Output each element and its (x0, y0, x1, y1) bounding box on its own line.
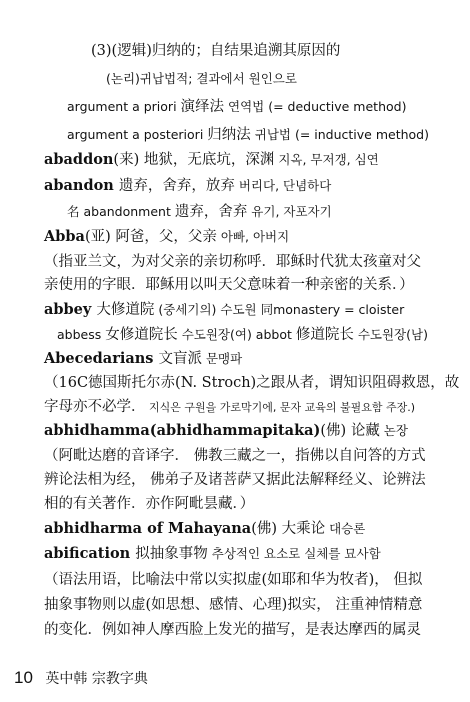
entry-text: 字母亦不必学． (44, 399, 146, 415)
entry-text: 拟抽象事物 (135, 546, 208, 562)
entry-line (57, 326, 428, 344)
book-title: 英中韩 宗教字典 (45, 671, 148, 687)
entry-text: 辨论法相为经， 佛弟子及诸菩萨又据此法解释经义、论辨法 (44, 472, 426, 488)
entry-line (44, 276, 414, 294)
entry-line (44, 253, 421, 271)
entry-text: 大修道院 (96, 302, 155, 318)
entry-text: 지옥, 무저갱, 심연 (274, 152, 379, 167)
entry-text: （语法用语，比喻法中常以实拟虚(如耶和华为牧者)， 但拟 (44, 572, 423, 588)
entry-line (44, 177, 331, 195)
entry-text: (佛) 论藏 (320, 423, 380, 439)
entry-line (44, 228, 289, 246)
entry-text: abbess (57, 327, 106, 342)
entry-text: 연역법 (= deductive method) (224, 99, 407, 114)
entry-text: 추상적인 요소로 실체를 묘사함 (207, 546, 381, 561)
entry-line (106, 70, 297, 88)
entry-line (44, 350, 242, 368)
entry-text: 문맹파 (202, 351, 243, 366)
entry-text: abbey (44, 301, 97, 318)
entry-text: 归纳法 (207, 127, 251, 143)
entry-line (67, 203, 332, 221)
entry-text: 女修道院长 (105, 327, 178, 343)
entry-text: 亲使用的字眼．耶稣用以叫天父意味着一种亲密的关系．） (44, 277, 414, 293)
entry-text: （指亚兰文，为对父亲的亲切称呼．耶稣时代犹太孩童对父 (44, 254, 421, 270)
entry-line (67, 98, 406, 116)
entry-text: 유기, 자포자기 (247, 204, 332, 219)
entry-text: argument a posteriori (67, 127, 208, 142)
entry-text: 文盲派 (158, 351, 202, 367)
entry-text: abhidharma of Mahayana (44, 520, 252, 537)
entry-text: 대승론 (325, 521, 366, 536)
entry-text: (来) 地狱，无底坑，深渊 (113, 152, 275, 168)
entry-line (44, 545, 381, 563)
entry-line (44, 471, 426, 489)
entry-text: 演绎法 (180, 99, 225, 115)
entry-text: (중세기의) 수도원 同monastery = cloister (154, 302, 405, 317)
entry-text: Abecedarians (44, 350, 159, 367)
entry-line (91, 42, 340, 60)
entry-text: abaddon (44, 151, 114, 168)
entry-text: 遗弃，舍弃，放弃 (118, 178, 235, 194)
entry-line (44, 398, 415, 417)
entry-text: 버리다, 단념하다 (234, 178, 332, 193)
entry-text: 的变化．例如神人摩西脸上发光的描写，是表达摩西的属灵 (44, 622, 421, 638)
entry-line (44, 301, 404, 319)
entry-text: (3)(逻辑)归纳的；自结果追溯其原因的 (91, 43, 341, 59)
entry-text: abification (44, 545, 136, 562)
entry-line (44, 520, 365, 538)
entry-text: 修道院长 (295, 327, 354, 343)
entry-line (44, 374, 459, 392)
entry-line (44, 447, 426, 465)
entry-line (44, 151, 379, 169)
entry-text: 名 abandonment (67, 204, 175, 219)
entry-line (44, 495, 254, 513)
entry-line (44, 571, 422, 589)
entry-text: argument a priori (67, 99, 181, 114)
entry-text: abhidhamma(abhidhammapitaka) (44, 422, 321, 439)
entry-text: 相的有关著作．亦作阿毗昙藏．） (44, 496, 255, 512)
entry-text: 귀납법 (= inductive method) (250, 127, 429, 142)
entry-line (67, 126, 429, 144)
entry-text: 논장 (379, 423, 408, 438)
entry-text: 遗弃，舍弃 (174, 204, 248, 220)
entry-text: abandon (44, 177, 119, 194)
entry-text: 수도원장(남) (353, 327, 428, 342)
entry-text: (亚) 阿爸，父，父亲 (84, 229, 217, 245)
entry-text: 수도원장(여) abbot (177, 327, 296, 342)
entry-text: （阿毗达磨的音译字． 佛教三藏之一，指佛以自问答的方式 (44, 448, 426, 464)
entry-text: 抽象事物则以虚(如思想、感情、心理)拟实， 注重神情精意 (44, 597, 423, 613)
entry-text: (논리)귀납법적; 결과에서 원인으로 (106, 71, 297, 86)
entry-text: 지식은 구원을 가로막기에, 문자 교육의 불필요함 주장.) (145, 401, 416, 414)
entry-line (44, 596, 422, 614)
entry-text: Abba (44, 228, 85, 245)
entry-text: (佛) 大乘论 (251, 521, 326, 537)
page-footer (14, 668, 148, 688)
entry-line (44, 422, 408, 440)
entry-line (44, 621, 421, 639)
entry-text: 아빠, 아버지 (216, 229, 290, 244)
page-number: 10 (14, 668, 33, 687)
entry-text: （16C德国斯托尔赤(N. Stroch)之跟从者，谓知识阻碍救恩，故 (44, 375, 460, 391)
